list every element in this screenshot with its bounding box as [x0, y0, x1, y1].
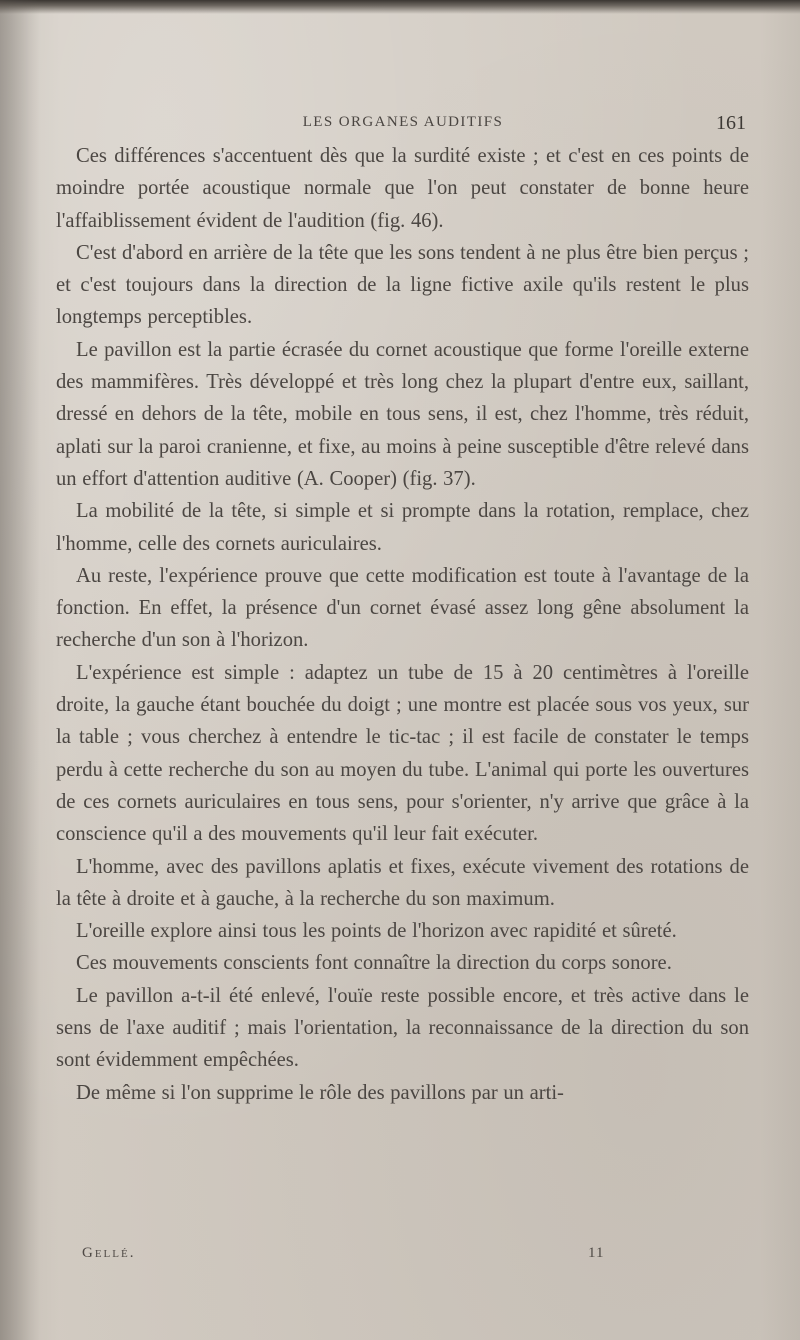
paragraph: La mobilité de la tête, si simple et si prompte dans la rotation, remplace, chez l'homme, celle des cornets auriculaires.	[56, 500, 749, 555]
running-head: LES ORGANES AUDITIFS	[302, 114, 504, 130]
page-gutter-shadow	[0, 0, 40, 1340]
printer-signature: Gellé.	[82, 1245, 136, 1261]
paragraph: Le pavillon a-t-il été enlevé, l'ouïe reste possible encore, et très active dans le sens de l'axe auditif ; mais l'orientation, la reconnaissance de la direction du son sont évidemment empêchées.	[56, 984, 749, 1072]
paragraph: Le pavillon est la partie écrasée du cornet acoustique que forme l'oreille externe des mammifères. Très développé et très long chez la plupart d'entre eux, saillant, dressé en dehors de la tête, mobile en tous sens, il est, chez l'homme, très réduit, aplati sur la paroi cranienne, et fixe, au moins à peine susceptible d'être relevé dans un effort d'attention auditive (A. Cooper) (fig. 37).	[56, 338, 749, 490]
paragraph: Ces différences s'accentuent dès que la surdité existe ; et c'est en ces points de moindre portée acoustique normale que l'on peut constater de bonne heure l'affaiblissement évident de l'audition (fig. 46).	[56, 145, 749, 232]
paragraph: Ces mouvements conscients font connaître la direction du corps sonore.	[76, 952, 672, 975]
page-header	[60, 114, 746, 140]
paragraph: De même si l'on supprime le rôle des pavillons par un arti-	[76, 1081, 564, 1104]
paragraph: L'oreille explore ainsi tous les points de l'horizon avec rapidité et sûreté.	[76, 920, 677, 943]
body-text	[56, 140, 749, 1109]
paragraph: L'homme, avec des pavillons aplatis et fixes, exécute vivement des rotations de la tête à droite et à gauche, à la recherche du son maximum.	[56, 855, 749, 910]
page-footer	[82, 1245, 622, 1269]
page-top-edge-shadow	[0, 0, 800, 14]
paragraph: L'expérience est simple : adaptez un tube de 15 à 20 centimètres à l'oreille droite, la gauche étant bouchée du doigt ; une montre est placée sous vos yeux, sur la table ; vous cherchez à entendre le tic-tac ; il est facile de constater le temps perdu à cette recherche du son au moyen du tube. L'animal qui porte les ouvertures de ces cornets auriculaires en tous sens, pour s'orienter, n'y arrive que grâce à la conscience qu'il a des mouvements qu'il leur fait exécuter.	[56, 661, 749, 846]
paragraph: C'est d'abord en arrière de la tête que les sons tendent à ne plus être bien perçus ; et c'est toujours dans la direction de la ligne fictive axile qu'ils restent le plus longtemps perceptibles.	[56, 241, 749, 329]
signature-mark: 11	[588, 1245, 605, 1261]
paragraph: Au reste, l'expérience prouve que cette modification est toute à l'avantage de la fonction. En effet, la présence d'un cornet évasé assez long gêne absolument la recherche d'un son à l'horizon.	[56, 564, 749, 652]
page-number: 161	[716, 112, 746, 134]
